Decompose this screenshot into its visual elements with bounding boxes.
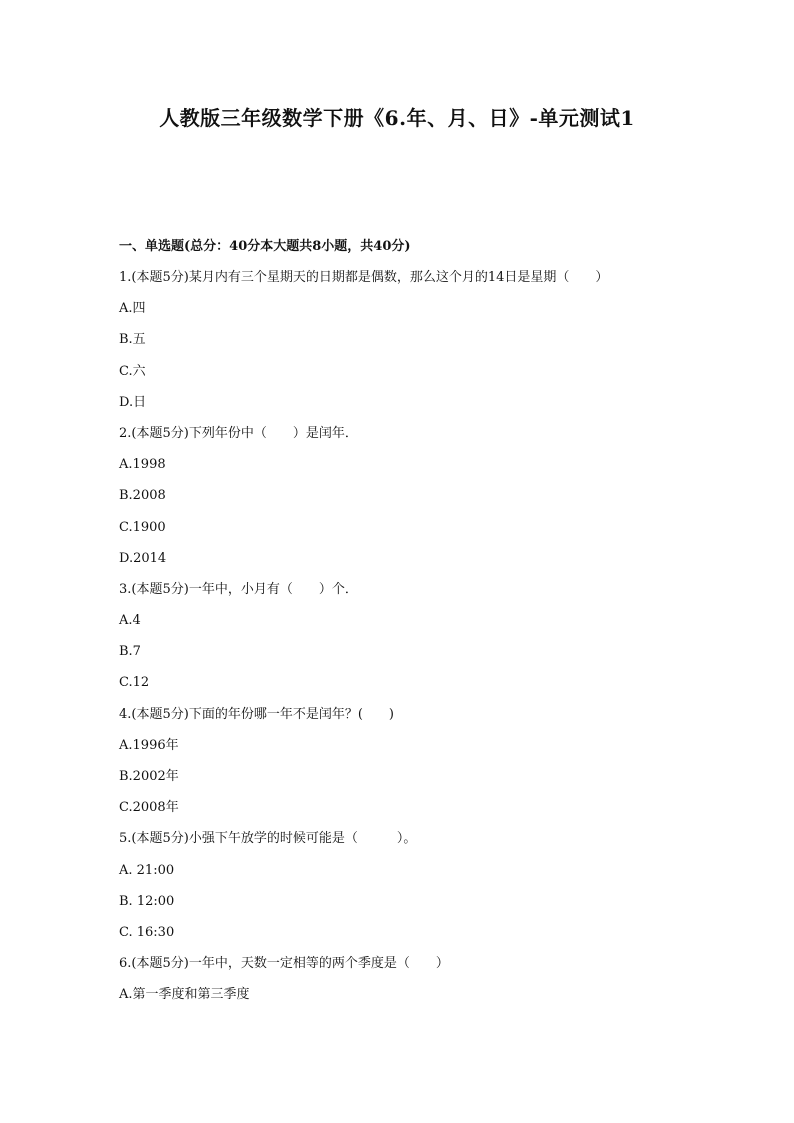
section-header: 一、单选题(总分：40分本大题共8小题，共40分) [119, 239, 411, 254]
question-4 [119, 706, 719, 831]
answer-option: B.五 [119, 332, 146, 348]
answer-option: A.四 [119, 301, 146, 317]
question-5 [119, 830, 719, 955]
answer-option: C.2008年 [119, 800, 179, 816]
question-stem: 4.(本题5分)下面的年份哪一年不是闰年？( ) [119, 706, 394, 722]
question-1 [119, 269, 719, 425]
answer-option: B. 12:00 [119, 893, 175, 909]
question-2 [119, 425, 719, 581]
answer-option: C.1900 [119, 519, 166, 535]
answer-option: A.4 [119, 613, 141, 629]
question-stem: 5.(本题5分)小强下午放学的时候可能是（ ）。 [119, 831, 417, 847]
question-list [119, 269, 719, 1018]
answer-option: A.1998 [119, 457, 166, 473]
answer-option: B.2008 [119, 488, 166, 504]
answer-option: A.第一季度和第三季度 [119, 987, 250, 1003]
question-stem: 6.(本题5分)一年中，天数一定相等的两个季度是（ ） [119, 956, 449, 972]
answer-option: C.六 [119, 363, 146, 379]
question-stem: 3.(本题5分)一年中，小月有（ ）个． [119, 581, 358, 597]
question-stem: 2.(本题5分)下列年份中（ ）是闰年． [119, 425, 358, 441]
answer-option: B.7 [119, 644, 141, 660]
answer-option: D.2014 [119, 550, 167, 566]
answer-option: A. 21:00 [119, 862, 175, 878]
question-stem: 1.(本题5分)某月内有三个星期天的日期都是偶数，那么这个月的14日是星期（ ） [119, 270, 609, 285]
answer-option: B.2002年 [119, 769, 179, 784]
answer-option: A.1996年 [119, 737, 179, 753]
document-title: 人教版三年级数学下册《6.年、月、日》-单元测试1 [159, 106, 635, 130]
answer-option: C.12 [119, 675, 150, 691]
question-6 [119, 955, 719, 1017]
answer-option: D.日 [119, 394, 147, 410]
answer-option: C. 16:30 [119, 924, 175, 940]
question-3 [119, 581, 719, 706]
